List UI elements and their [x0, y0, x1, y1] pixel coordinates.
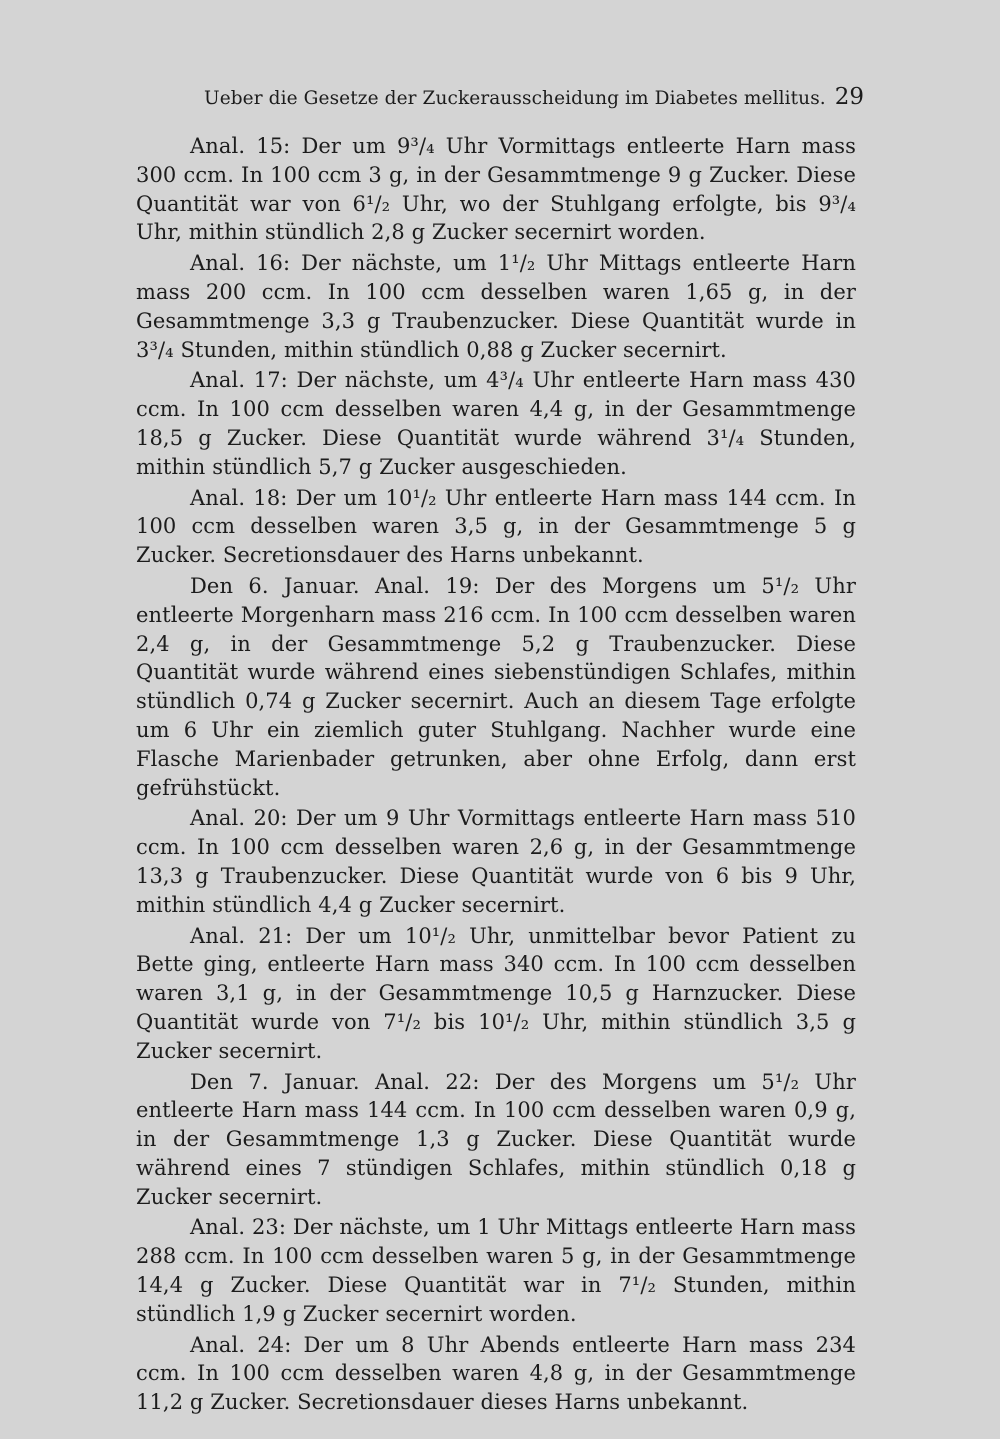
paragraph-anal-15: Anal. 15: Der um 9³/₄ Uhr Vormittags entleerte Harn mass 300 ccm. In 100 ccm 3 g, in der Gesammtmenge 9 g Zucker. Diese Quantität war von 6¹/₂ Uhr, wo der Stuhlgang erfolgte, bis 9³/₄ Uhr, mithin stündlich 2,8 g Zucker secernirt worden. [136, 134, 856, 245]
page-header [136, 84, 864, 114]
paragraph-anal-21: Anal. 21: Der um 10¹/₂ Uhr, unmittelbar bevor Patient zu Bette ging, entleerte Harn mass 340 ccm. In 100 ccm desselben waren 3,1 g, in der Gesammtmenge 10,5 g Harnzucker. Diese Quantität wurde von 7¹/₂ bis 10¹/₂ Uhr, mithin stündlich 3,5 g Zucker secernirt. [136, 923, 856, 1063]
paragraph-anal-18: Anal. 18: Der um 10¹/₂ Uhr entleerte Harn mass 144 ccm. In 100 ccm desselben waren 3,5 g, in der Gesammtmenge 5 g Zucker. Secretionsdauer des Harns unbekannt. [136, 485, 856, 568]
paragraph-anal-19: Den 6. Januar. Anal. 19: Der des Morgens um 5¹/₂ Uhr entleerte Morgenharn mass 216 ccm. In 100 ccm desselben waren 2,4 g, in der Gesammtmenge 5,2 g Traubenzucker. Diese Quantität wurde während eines siebenstündigen Schlafes, mithin stündlich 0,74 g Zucker secernirt. Auch an diesem Tage erfolgte um 6 Uhr ein ziemlich guter Stuhlgang. Nachher wurde eine Flasche Marienbader getrunken, aber ohne Erfolg, dann erst gefrühstückt. [136, 573, 856, 800]
page-number: 29 [834, 84, 864, 110]
paragraph-anal-22: Den 7. Januar. Anal. 22: Der des Morgens um 5¹/₂ Uhr entleerte Harn mass 144 ccm. In 100 ccm desselben waren 0,9 g, in der Gesammtmenge 1,3 g Zucker. Diese Quantität wurde während eines 7 stündigen Schlafes, mithin stündlich 0,18 g Zucker secernirt. [136, 1069, 856, 1209]
paragraph-anal-23: Anal. 23: Der nächste, um 1 Uhr Mittags entleerte Harn mass 288 ccm. In 100 ccm desselben waren 5 g, in der Gesammtmenge 14,4 g Zucker. Diese Quantität war in 7¹/₂ Stunden, mithin stündlich 1,9 g Zucker secernirt worden. [136, 1215, 856, 1326]
paragraph-anal-17: Anal. 17: Der nächste, um 4³/₄ Uhr entleerte Harn mass 430 ccm. In 100 ccm desselben waren 4,4 g, in der Gesammtmenge 18,5 g Zucker. Diese Quantität wurde während 3¹/₄ Stunden, mithin stündlich 5,7 g Zucker ausgeschieden. [136, 368, 856, 479]
paragraph-anal-20: Anal. 20: Der um 9 Uhr Vormittags entleerte Harn mass 510 ccm. In 100 ccm desselben waren 2,6 g, in der Gesammtmenge 13,3 g Traubenzucker. Diese Quantität wurde von 6 bis 9 Uhr, mithin stündlich 4,4 g Zucker secernirt. [136, 806, 856, 917]
paragraph-anal-24: Anal. 24: Der um 8 Uhr Abends entleerte Harn mass 234 ccm. In 100 ccm desselben waren 4,8 g, in der Gesammtmenge 11,2 g Zucker. Secretionsdauer dieses Harns unbekannt. [136, 1332, 856, 1415]
body-text [136, 132, 856, 1419]
paragraph-anal-16: Anal. 16: Der nächste, um 1¹/₂ Uhr Mittags entleerte Harn mass 200 ccm. In 100 ccm desselben waren 1,65 g, in der Gesammtmenge 3,3 g Traubenzucker. Diese Quantität wurde in 3³/₄ Stunden, mithin stündlich 0,88 g Zucker secernirt. [136, 251, 856, 362]
running-title: Ueber die Gesetze der Zuckerausscheidung im Diabetes mellitus. [204, 88, 826, 109]
